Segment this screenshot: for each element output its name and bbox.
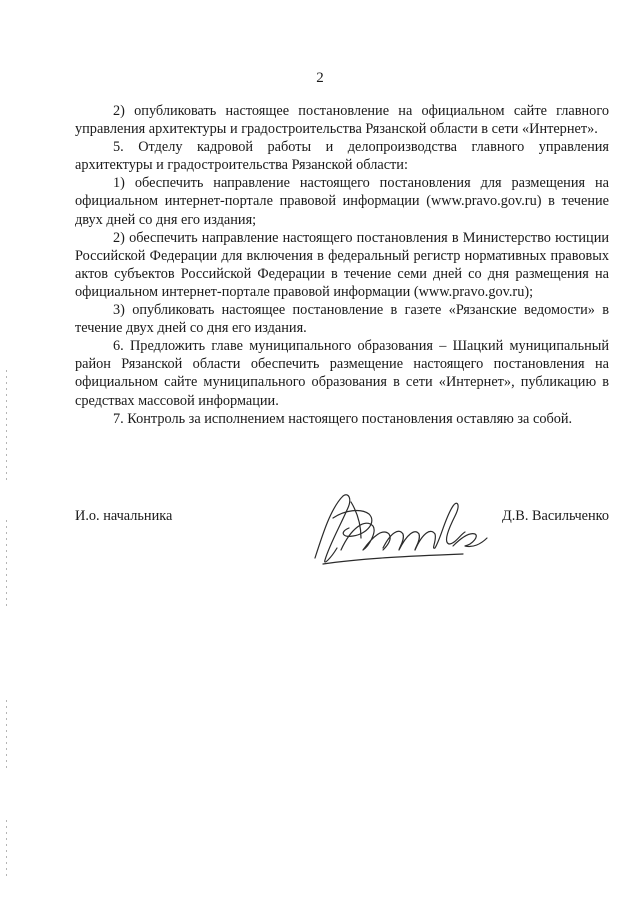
signatory-name: Д.В. Васильченко — [501, 508, 609, 524]
paragraph-item-5: 5. Отделу кадровой работы и делопроизводства главного управления архитектуры и градостроительства Рязанской области: — [75, 139, 609, 174]
signatory-title: И.о. начальника — [75, 508, 173, 524]
handwritten-signature — [303, 488, 493, 573]
document-body — [75, 102, 609, 428]
paragraph-item-6: 6. Предложить главе муниципального образования – Шацкий муниципальный район Рязанской области обеспечить размещение настоящего постановления на официальном сайте муниципального образования в сети «Интернет», публикацию в средствах массовой информации. — [75, 338, 609, 409]
signature-block — [75, 508, 609, 578]
paragraph-subitem-2: 2) обеспечить направление настоящего постановления в Министерство юстиции Российской Федерации для включения в федеральный регистр нормативных правовых актов субъектов Российской Федерации в течение семи дней со дня размещения на официальном интернет-портале правовой информации (www.pravo.gov.ru); — [75, 229, 609, 300]
page-number: 2 — [316, 70, 324, 86]
margin-scan-mark — [6, 700, 7, 770]
paragraph-item-7: 7. Контроль за исполнением настоящего постановления оставляю за собой. — [113, 410, 573, 427]
paragraph-subitem-3: 3) опубликовать настоящее постановление в газете «Рязанские ведомости» в течение двух дней со дня его издания. — [75, 302, 609, 337]
margin-scan-mark — [6, 520, 7, 610]
paragraph-publish-site: 2) опубликовать настоящее постановление на официальном сайте главного управления архитектуры и градостроительства Рязанской области в сети «Интернет». — [75, 103, 609, 138]
paragraph-subitem-1: 1) обеспечить направление настоящего постановления для размещения на официальном интернет-портале правовой информации (www.pravo.gov.ru) в течение двух дней со дня его издания; — [75, 175, 609, 228]
margin-scan-mark — [6, 820, 7, 880]
margin-scan-mark — [6, 370, 7, 480]
